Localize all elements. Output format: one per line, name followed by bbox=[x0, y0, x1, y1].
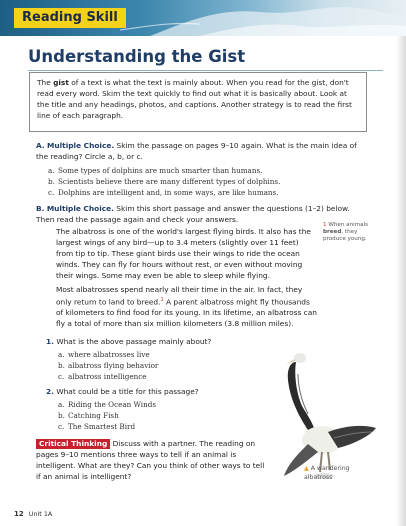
page-footer bbox=[14, 510, 52, 518]
question-1 bbox=[46, 336, 246, 382]
section-b-heading bbox=[36, 203, 366, 225]
critical-thinking-text: Discuss with a partner. The reading on pages 9–10 mentions three ways to tell if an animal is intelligent. What are they? Can you think of other ways to tell if an animal is intelligent? bbox=[36, 439, 265, 481]
unit-label: Unit 1A bbox=[28, 510, 53, 518]
q1-choice-a[interactable]: a. where albatrosses live bbox=[58, 350, 150, 359]
margin-footnote: 1 When animals breed, they produce young. bbox=[323, 222, 369, 242]
info-text-lead: The bbox=[37, 78, 54, 87]
critical-thinking bbox=[36, 438, 268, 482]
q2-choice-c[interactable]: c. The Smartest Bird bbox=[58, 422, 136, 431]
question-2-number: 2. bbox=[46, 387, 54, 396]
section-b-kind: Multiple Choice. bbox=[46, 204, 114, 213]
header-banner bbox=[0, 0, 406, 36]
q1-choice-b[interactable]: b. albatross flying behavior bbox=[58, 361, 159, 370]
section-a-instruction: Skim the passage on pages 9–10 again. What is the main idea of the reading? Circle a, b, or c. bbox=[36, 141, 357, 161]
q2-choice-b[interactable]: b. Catching Fish bbox=[58, 411, 119, 420]
section-a-heading bbox=[36, 140, 366, 162]
section-b-instruction: Skim this short passage and answer the questions (1–2) below. Then read the passage again and check your answers. bbox=[36, 204, 350, 224]
footnote-term: breed bbox=[323, 229, 342, 235]
question-2-text: What could be a title for this passage? bbox=[56, 387, 199, 396]
section-b bbox=[36, 203, 366, 225]
info-text-body: of a text is what the text is mainly about. When you read for the gist, don't read every word. Skim the text quickly to find out what it is basically about. Look at the title and any headings, photos, and captions. Another strategy is to read the first line of each paragraph. bbox=[37, 78, 352, 120]
reading-skill-label: Reading Skill bbox=[14, 8, 126, 28]
section-b-letter: B. bbox=[36, 204, 45, 213]
critical-thinking-badge: Critical Thinking bbox=[36, 439, 110, 449]
gist-definition-box bbox=[29, 72, 367, 132]
caption-triangle-icon: ▲ bbox=[304, 465, 309, 472]
page-edge-shadow bbox=[396, 36, 406, 526]
page-number: 12 bbox=[14, 510, 24, 518]
section-a-letter: A. bbox=[36, 141, 45, 150]
footnote-number: 1 bbox=[323, 222, 327, 228]
passage-paragraph-1: The albatross is one of the world's largest flying birds. It also has the largest wings of any bird—up to 3.4 meters (slightly over 11 feet) from tip to tip. These giant birds use their wings to ride the ocean winds. They can fly for hours without rest, or even without moving their wings. Some may even be able to sleep while flying. bbox=[56, 227, 311, 280]
photo-caption: ▲ A wandering albatross bbox=[304, 465, 350, 481]
gist-term: gist bbox=[53, 78, 69, 87]
section-a bbox=[36, 140, 366, 198]
question-1-text: What is the above passage mainly about? bbox=[56, 337, 212, 346]
title-divider bbox=[28, 70, 383, 71]
choice-c[interactable]: c. Dolphins are intelligent and, in some ways, are like humans. bbox=[48, 188, 279, 197]
section-a-kind: Multiple Choice. bbox=[47, 141, 115, 150]
question-1-number: 1. bbox=[46, 337, 54, 346]
page-title: Understanding the Gist bbox=[28, 47, 246, 66]
q1-choice-c[interactable]: c. albatross intelligence bbox=[58, 372, 147, 381]
choice-b[interactable]: b. Scientists believe there are many different types of dolphins. bbox=[48, 177, 281, 186]
footnote-marker: 1 bbox=[160, 297, 164, 303]
question-2 bbox=[46, 386, 246, 432]
q2-choice-a[interactable]: a. Riding the Ocean Winds bbox=[58, 400, 157, 409]
passage-paragraph-2: Most albatrosses spend nearly all their time in the air. In fact, they only return to land to breed.$^1$ A parent albatross might fly thousands of kilometers to find food for its young. In its lifetime, an albatross can fly a total of more than six million kilometers (3.8 million miles). bbox=[56, 285, 317, 329]
choice-a[interactable]: a. Some types of dolphins are much smarter than humans. bbox=[48, 166, 263, 175]
